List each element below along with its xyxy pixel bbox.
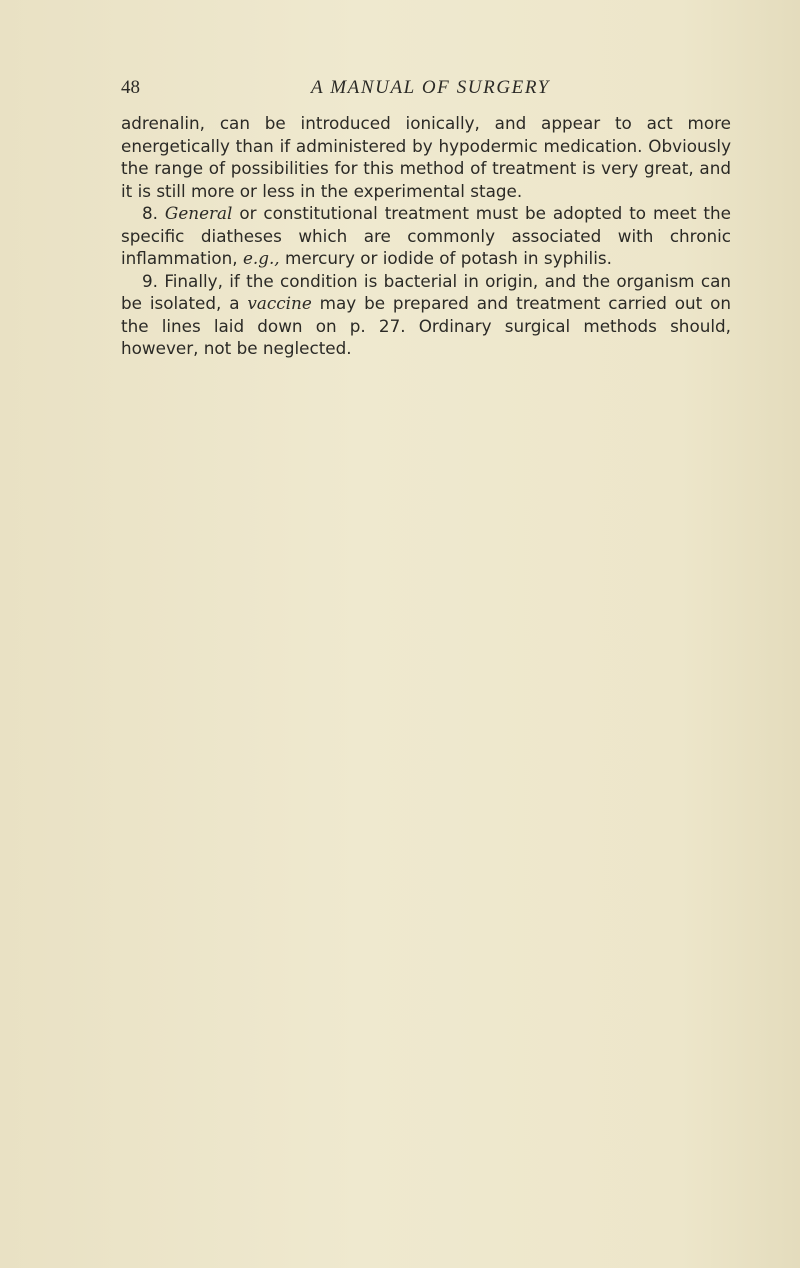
body-text (121, 112, 731, 360)
paragraph-8-emphasis-2: e.g., (242, 248, 280, 268)
paragraph-9-emphasis: vaccine (247, 293, 312, 313)
page-number: 48 (121, 77, 140, 98)
paragraph-8-text-end: mercury or iodide of potash in syphilis. (284, 248, 612, 268)
paragraph-8 (121, 202, 731, 270)
paragraph-9 (121, 270, 731, 360)
paragraph-8-text: or constitutional treatment must be adopted to meet the specific diatheses which are commonly associated with chronic inflammation, (121, 203, 731, 268)
paragraph-8-emphasis: General (164, 203, 233, 223)
paragraph-continuation: adrenalin, can be introduced ionically, and appear to act more energetically than if administered by hypodermic medication. Obviously the range of possibilities for this method of treatment is very great, and it is still more or less in the experimental stage. (121, 113, 731, 201)
paragraph-9-text-end: may be prepared and treatment carried out on the lines laid down on p. 27. Ordinary surgical methods should, however, not be neglected. (121, 293, 732, 358)
paragraph-8-number: 8. (142, 203, 159, 223)
paragraph-9-text: 9. Finally, if the condition is bacterial in origin, and the organism can be isolated, a (121, 270, 731, 313)
running-head (121, 76, 731, 102)
running-title: A MANUAL OF SURGERY (311, 77, 550, 98)
